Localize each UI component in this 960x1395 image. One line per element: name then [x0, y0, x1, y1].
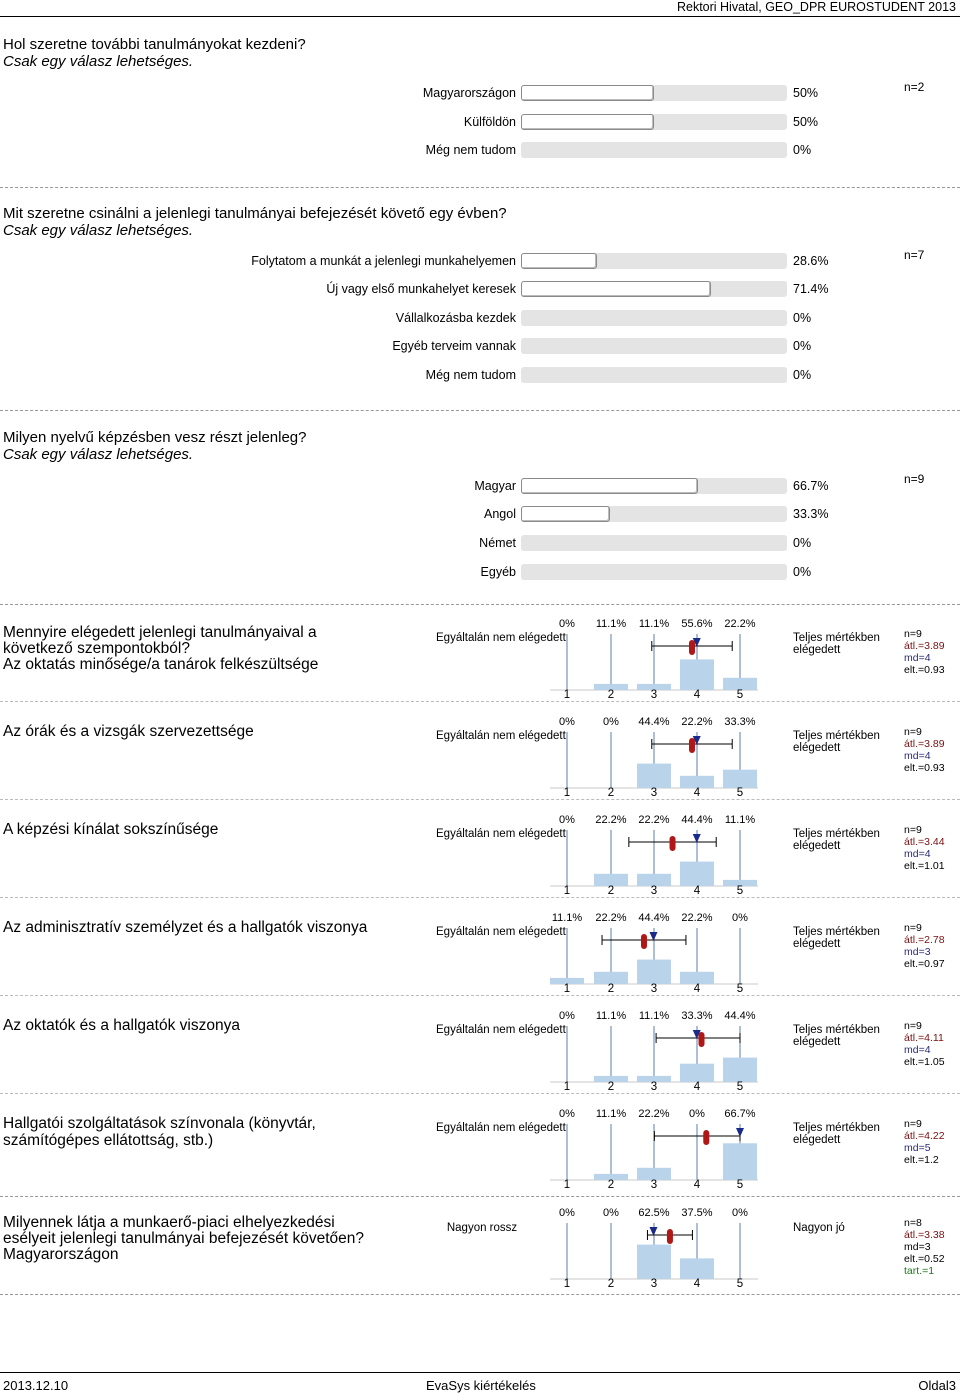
option-percent: 50% — [793, 86, 819, 100]
stat-n: n=9 — [904, 628, 922, 640]
tick-label: 2 — [607, 689, 615, 701]
divider — [0, 897, 960, 898]
scale-item-title: Az órák és a vizsgák szervezettsége — [3, 723, 254, 740]
stat-deviation: elt.=1.2 — [904, 1154, 939, 1166]
percent-label: 22.2% — [724, 618, 756, 630]
tick-label: 2 — [607, 1179, 615, 1191]
last-item-title-line2: esélyeit jelenlegi tanulmányai befejezését követően? — [3, 1230, 365, 1247]
option-label: Német — [479, 536, 516, 550]
option-bar-track — [521, 338, 787, 354]
stats-block — [904, 726, 945, 774]
tick-label: 4 — [693, 885, 701, 897]
stat-median: md=4 — [904, 848, 931, 860]
footer-center: EvaSys kiértékelés — [426, 1378, 536, 1393]
mean-marker — [667, 1229, 673, 1244]
option-bar-track — [521, 478, 787, 494]
percent-label: 0% — [559, 1108, 575, 1120]
scale-right-label: Teljes mértékben elégedett — [793, 632, 880, 656]
stat-deviation: elt.=1.01 — [904, 860, 945, 872]
stats-block — [904, 1118, 945, 1166]
percent-label: 55.6% — [681, 618, 713, 630]
percent-label: 0% — [732, 912, 748, 924]
stat-median: md=4 — [904, 652, 931, 664]
question-title: Hol szeretne további tanulmányokat kezdeni? — [3, 36, 306, 53]
scale-item-title: A képzési kínálat sokszínűsége — [3, 821, 219, 838]
percent-label: 0% — [603, 716, 619, 728]
percent-label: 0% — [559, 1207, 575, 1219]
percent-label: 0% — [559, 814, 575, 826]
option-bar-track — [521, 281, 787, 297]
percent-label: 11.1% — [638, 1010, 670, 1022]
percent-label: 22.2% — [638, 1108, 670, 1120]
percent-label: 22.2% — [681, 912, 713, 924]
tick-label: 1 — [563, 1179, 571, 1191]
scale-left-label: Nagyon rossz — [446, 1222, 518, 1234]
option-label: Külföldön — [463, 115, 516, 129]
tick-label: 4 — [693, 787, 701, 799]
option-bar-track — [521, 564, 787, 580]
option-label: Angol — [484, 507, 516, 521]
question-n: n=2 — [904, 80, 925, 94]
percent-label: 11.1% — [595, 1108, 627, 1120]
option-bar-fill — [521, 281, 711, 297]
divider — [0, 1294, 960, 1295]
stats-block — [904, 1217, 945, 1277]
tick-label: 5 — [736, 787, 744, 799]
percent-label: 11.1% — [551, 912, 583, 924]
tick-label: 5 — [736, 1179, 744, 1191]
percent-label: 0% — [559, 716, 575, 728]
stat-median: md=5 — [904, 1142, 931, 1154]
option-percent: 0% — [793, 565, 812, 579]
option-bar-track — [521, 85, 787, 101]
tick-label: 1 — [563, 983, 571, 995]
percent-label: 11.1% — [595, 618, 627, 630]
stat-median: md=3 — [904, 946, 931, 958]
tick-label: 1 — [563, 885, 571, 897]
stat-n: n=9 — [904, 922, 922, 934]
stat-mean: átl.=4.11 — [904, 1032, 944, 1044]
option-percent: 0% — [793, 339, 812, 353]
divider — [0, 995, 960, 996]
stat-deviation: elt.=1.05 — [904, 1056, 945, 1068]
mean-marker — [689, 640, 695, 655]
scale-left-label: Egyáltalán nem elégedett — [436, 1122, 566, 1134]
last-item-title-line1: Milyennek látja a munkaerő-piaci elhelyezkedési — [3, 1214, 335, 1231]
scale-left-label: Egyáltalán nem elégedett — [436, 926, 566, 938]
percent-label: 22.2% — [595, 814, 627, 826]
scale-item-title: Az oktatás minősége/a tanárok felkészültsége — [3, 656, 319, 673]
stat-median: md=4 — [904, 750, 931, 762]
stat-mean: átl.=4.22 — [904, 1130, 945, 1142]
tick-label: 5 — [736, 885, 744, 897]
percent-label: 44.4% — [724, 1010, 756, 1022]
footer-rule — [0, 1372, 960, 1373]
scale-left-label: Egyáltalán nem elégedett — [436, 828, 566, 840]
divider — [0, 701, 960, 702]
stat-n: n=9 — [904, 726, 922, 738]
distribution-bar — [723, 1143, 757, 1180]
scale-item-title: Az adminisztratív személyzet és a hallgatók viszonya — [3, 919, 368, 936]
divider — [0, 604, 960, 605]
percent-label: 66.7% — [724, 1108, 756, 1120]
tick-label: 4 — [693, 689, 701, 701]
tick-label: 5 — [736, 983, 744, 995]
stat-deviation: elt.=0.93 — [904, 762, 945, 774]
distribution-bar — [723, 770, 757, 788]
option-label: Magyar — [474, 479, 516, 493]
divider — [0, 410, 960, 411]
tick-label: 5 — [736, 1278, 744, 1290]
tick-label: 4 — [693, 983, 701, 995]
question-subtitle: Csak egy válasz lehetséges. — [3, 53, 194, 70]
distribution-bar — [723, 1058, 757, 1082]
percent-label: 0% — [559, 618, 575, 630]
tick-label: 2 — [607, 1081, 615, 1093]
tick-label: 1 — [563, 787, 571, 799]
scale-right-label: Teljes mértékben elégedett — [793, 730, 880, 754]
option-bar-track — [521, 506, 787, 522]
stat-abstain: tart.=1 — [904, 1265, 935, 1277]
option-percent: 28.6% — [793, 254, 829, 268]
tick-label: 1 — [563, 1278, 571, 1290]
tick-label: 2 — [607, 787, 615, 799]
option-bar-fill — [521, 506, 610, 522]
tick-label: 5 — [736, 1081, 744, 1093]
option-percent: 0% — [793, 311, 812, 325]
stat-n: n=8 — [904, 1217, 922, 1229]
tick-label: 1 — [563, 689, 571, 701]
footer-page: Oldal3 — [918, 1378, 956, 1393]
option-percent: 66.7% — [793, 479, 829, 493]
section-title-line2: következő szempontokból? — [3, 640, 190, 657]
scale-left-label: Egyáltalán nem elégedett — [436, 730, 566, 742]
stat-deviation: elt.=0.93 — [904, 664, 945, 676]
last-item-title-line3: Magyarországon — [3, 1246, 119, 1263]
stat-mean: átl.=3.89 — [904, 640, 945, 652]
option-bar-track — [521, 310, 787, 326]
scale-item-title: Hallgatói szolgáltatások színvonala (könyvtár, — [3, 1115, 316, 1132]
header-rule — [0, 16, 960, 17]
tick-label: 3 — [650, 1081, 658, 1093]
scale-left-label: Egyáltalán nem elégedett — [436, 632, 566, 644]
mean-marker — [641, 934, 647, 949]
scale-left-label: Egyáltalán nem elégedett — [436, 1024, 566, 1036]
distribution-bar — [680, 1258, 714, 1279]
stat-n: n=9 — [904, 1118, 922, 1130]
percent-label: 22.2% — [638, 814, 670, 826]
mean-marker — [670, 836, 676, 851]
percent-label: 22.2% — [595, 912, 627, 924]
scale-right-label: Nagyon jó — [793, 1222, 845, 1234]
option-percent: 0% — [793, 536, 812, 550]
stat-n: n=9 — [904, 824, 922, 836]
percent-label: 22.2% — [681, 716, 713, 728]
distribution-bar — [680, 862, 714, 886]
option-bar-fill — [521, 253, 597, 269]
option-label: Egyéb — [480, 565, 516, 579]
percent-label: 37.5% — [681, 1207, 713, 1219]
divider — [0, 799, 960, 800]
option-label: Folytatom a munkát a jelenlegi munkahelyemen — [251, 254, 516, 268]
percent-label: 62.5% — [638, 1207, 670, 1219]
mean-marker — [703, 1130, 709, 1145]
scale-right-label: Teljes mértékben elégedett — [793, 1024, 880, 1048]
option-label: Még nem tudom — [425, 368, 516, 382]
footer-date: 2013.12.10 — [3, 1378, 69, 1393]
stat-median: md=4 — [904, 1044, 931, 1056]
option-bar-track — [521, 142, 787, 158]
scale-right-label: Teljes mértékben elégedett — [793, 926, 880, 950]
tick-label: 2 — [607, 885, 615, 897]
tick-label: 4 — [693, 1278, 701, 1290]
scale-item-title: Az oktatók és a hallgatók viszonya — [3, 1017, 240, 1034]
percent-label: 0% — [689, 1108, 705, 1120]
tick-label: 4 — [693, 1179, 701, 1191]
stat-mean: átl.=2.78 — [904, 934, 945, 946]
distribution-bar — [637, 764, 671, 788]
percent-label: 11.1% — [638, 618, 670, 630]
stats-block — [904, 922, 945, 970]
question-n: n=9 — [904, 472, 925, 486]
scale-item-title-line2: számítógépes ellátottság, stb.) — [3, 1132, 214, 1149]
option-bar-track — [521, 367, 787, 383]
stat-median: md=3 — [904, 1241, 931, 1253]
tick-label: 4 — [693, 1081, 701, 1093]
distribution-bar — [680, 1064, 714, 1082]
option-label: Még nem tudom — [425, 143, 516, 157]
tick-label: 3 — [650, 983, 658, 995]
header-title: Rektori Hivatal, GEO_DPR EUROSTUDENT 2013 — [676, 0, 956, 14]
distribution-bar — [637, 960, 671, 984]
option-label: Magyarországon — [422, 86, 516, 100]
question-title: Milyen nyelvű képzésben vesz részt jelenleg? — [3, 429, 307, 446]
percent-label: 44.4% — [638, 912, 670, 924]
option-bar-fill — [521, 478, 698, 494]
option-label: Új vagy első munkahelyet keresek — [326, 282, 516, 296]
mean-marker — [689, 738, 695, 753]
question-title: Mit szeretne csinálni a jelenlegi tanulmányai befejezését követő egy évben? — [3, 205, 507, 222]
question-n: n=7 — [904, 248, 925, 262]
percent-label: 0% — [603, 1207, 619, 1219]
percent-label: 0% — [732, 1207, 748, 1219]
option-percent: 33.3% — [793, 507, 829, 521]
tick-label: 3 — [650, 787, 658, 799]
tick-label: 2 — [607, 1278, 615, 1290]
option-percent: 71.4% — [793, 282, 829, 296]
mean-marker — [699, 1032, 705, 1047]
stat-mean: átl.=3.38 — [904, 1229, 945, 1241]
question-subtitle: Csak egy válasz lehetséges. — [3, 222, 194, 239]
option-bar-track — [521, 114, 787, 130]
option-bar-fill — [521, 114, 654, 130]
option-percent: 0% — [793, 143, 812, 157]
scale-right-label: Teljes mértékben elégedett — [793, 828, 880, 852]
percent-label: 11.1% — [595, 1010, 627, 1022]
question-subtitle: Csak egy válasz lehetséges. — [3, 446, 194, 463]
stat-deviation: elt.=0.52 — [904, 1253, 945, 1265]
stat-deviation: elt.=0.97 — [904, 958, 945, 970]
tick-label: 3 — [650, 1278, 658, 1290]
divider — [0, 1196, 960, 1197]
tick-label: 1 — [563, 1081, 571, 1093]
tick-label: 2 — [607, 983, 615, 995]
divider — [0, 1093, 960, 1094]
option-percent: 0% — [793, 368, 812, 382]
percent-label: 33.3% — [681, 1010, 713, 1022]
divider — [0, 187, 960, 188]
option-label: Egyéb terveim vannak — [392, 339, 516, 353]
percent-label: 44.4% — [681, 814, 713, 826]
stats-block — [904, 824, 945, 872]
stat-n: n=9 — [904, 1020, 922, 1032]
scale-right-label: Teljes mértékben elégedett — [793, 1122, 880, 1146]
option-bar-track — [521, 535, 787, 551]
option-label: Vállalkozásba kezdek — [395, 311, 516, 325]
percent-label: 44.4% — [638, 716, 670, 728]
option-percent: 50% — [793, 115, 819, 129]
percent-label: 11.1% — [724, 814, 756, 826]
percent-label: 0% — [559, 1010, 575, 1022]
tick-label: 3 — [650, 1179, 658, 1191]
option-bar-track — [521, 253, 787, 269]
tick-label: 3 — [650, 689, 658, 701]
stat-mean: átl.=3.44 — [904, 836, 945, 848]
section-title-line1: Mennyire elégedett jelenlegi tanulmányaival a — [3, 624, 317, 641]
stats-block — [904, 1020, 945, 1068]
stats-block — [904, 628, 945, 676]
percent-label: 33.3% — [724, 716, 756, 728]
option-bar-fill — [521, 85, 654, 101]
distribution-bar — [637, 1245, 671, 1279]
tick-label: 5 — [736, 689, 744, 701]
tick-label: 3 — [650, 885, 658, 897]
distribution-bar — [680, 659, 714, 690]
stat-mean: átl.=3.89 — [904, 738, 945, 750]
